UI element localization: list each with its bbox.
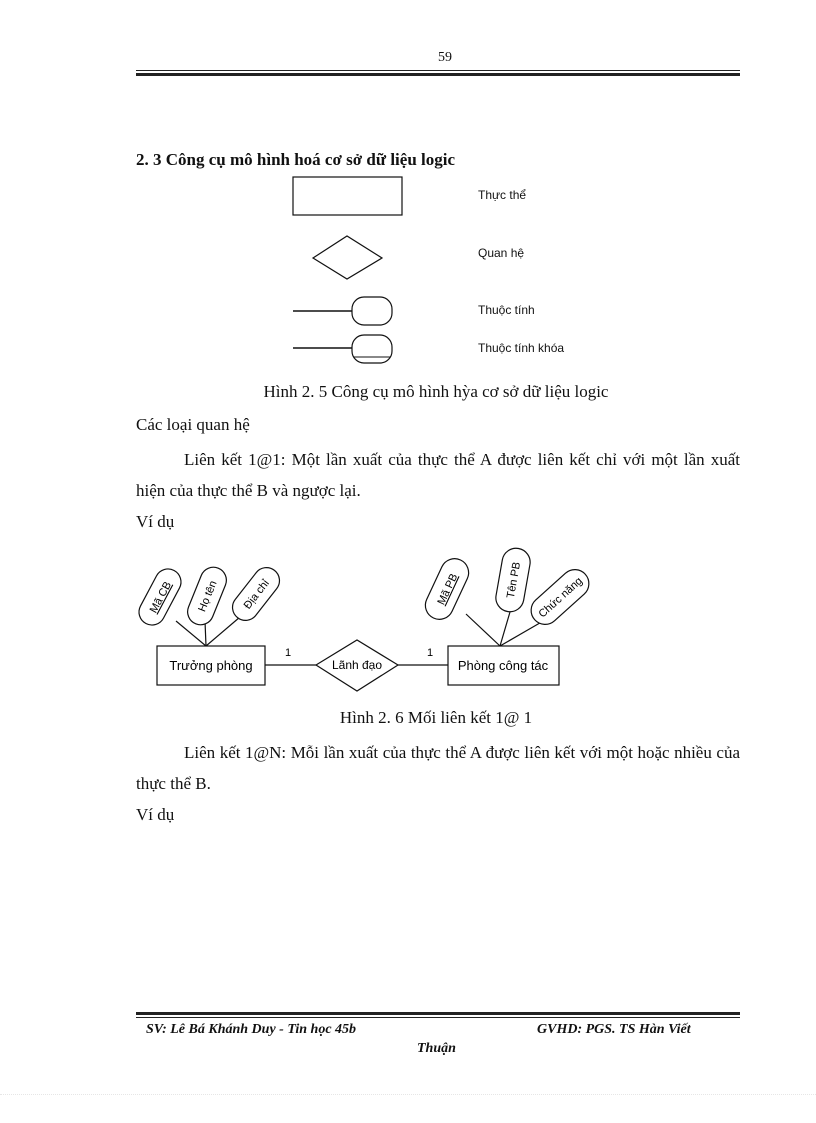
attr-text-ten-pb: Tên PB (504, 561, 524, 600)
attr-text-ma-cb: Mã CB (147, 579, 175, 616)
attr-oval-ten-pb (494, 546, 533, 614)
footer-advisor-cont: Thuận (417, 1041, 456, 1056)
example-label-1: Ví dụ (136, 512, 175, 531)
legend-key-attribute-label: Thuộc tính khóa (478, 341, 565, 355)
figure-caption-1: Hình 2. 5 Công cụ mô hình hỳa cơ sở dữ liệu logic (263, 382, 609, 401)
entity-truong-phong-label: Trưởng phòng (169, 658, 253, 673)
attr-oval-chuc-nang (525, 564, 594, 630)
section-heading: 2. 3 Công cụ mô hình hoá cơ sở dữ liệu logic (136, 150, 456, 169)
one-to-one-paragraph: Liên kết 1@1: Một lần xuất của thực thể A được liên kết chỉ với một lần xuất hiện của thực thể B và ngược lại. (136, 450, 740, 500)
attr-oval-ma-pb (421, 554, 473, 624)
attr-line-dia-chi (206, 617, 240, 646)
one-to-many-paragraph: Liên kết 1@N: Mỗi lần xuất của thực thể A được liên kết với một hoặc nhiều của thực thể B. (136, 743, 740, 793)
relations-title: Các loại quan hệ (136, 415, 250, 434)
legend-entity-label: Thực thể (478, 188, 527, 202)
attr-text-dia-chi: Địa chỉ (241, 577, 272, 612)
attr-oval-dia-chi (227, 562, 284, 625)
attr-line-ho-ten (205, 621, 206, 646)
relation-lanh-dao-label: Lãnh đạo (331, 658, 383, 672)
entity-phong-cong-tac-label: Phòng công tác (457, 658, 549, 673)
attr-text-ho-ten: Họ tên (196, 579, 220, 614)
page-bottom-divider (0, 1094, 816, 1095)
footer-rule-thin (136, 1017, 740, 1018)
page-number: 59 (438, 50, 452, 65)
figure-caption-2: Hình 2. 6 Mối liên kết 1@ 1 (339, 708, 533, 727)
footer-student: SV: Lê Bá Khánh Duy - Tin học 45b (146, 1022, 357, 1037)
footer-advisor: GVHD: PGS. TS Hàn Viết (537, 1022, 691, 1037)
attr-oval-ma-cb (134, 564, 185, 629)
cardinality-right: 1 (426, 647, 434, 659)
legend-relation-label: Quan hệ (478, 246, 525, 260)
legend-attribute-label: Thuộc tính (478, 303, 535, 317)
attr-text-chuc-nang: Chức năng (536, 575, 585, 621)
cardinality-left: 1 (284, 647, 292, 659)
example-label-2: Ví dụ (136, 805, 175, 824)
footer-rule-thick (136, 1012, 740, 1015)
attr-line-ma-pb (466, 614, 500, 646)
attr-oval-ho-ten (184, 563, 231, 628)
attr-text-ma-pb: Mã PB (435, 571, 461, 607)
